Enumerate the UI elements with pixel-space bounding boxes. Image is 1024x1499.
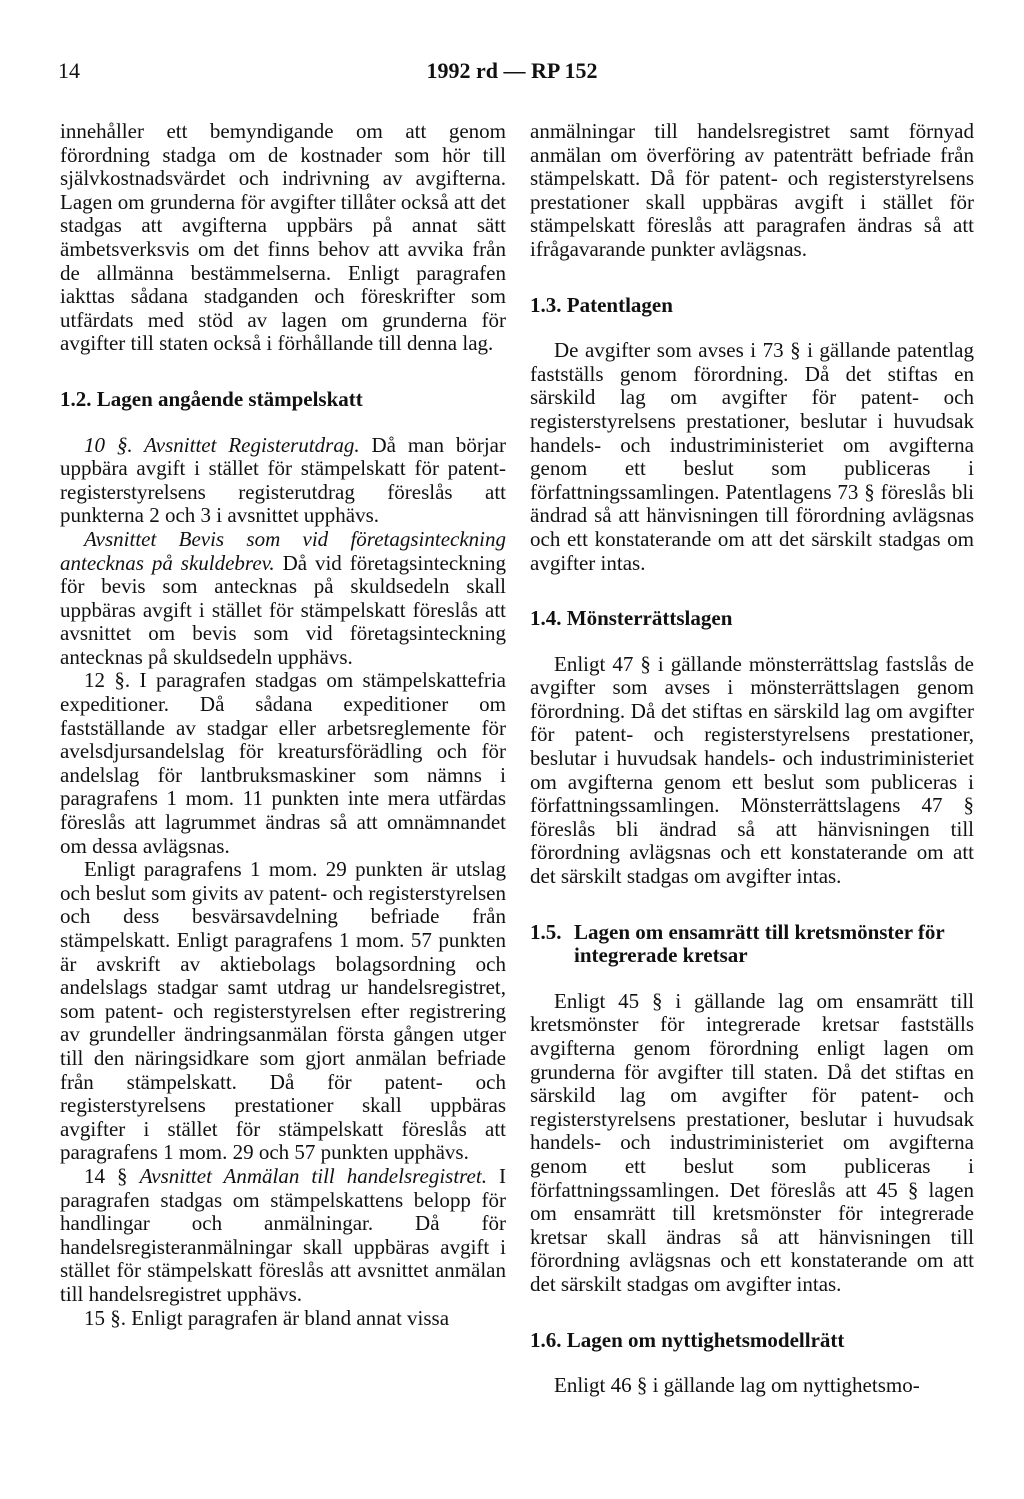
section-title: Lagen om ensamrätt till kretsmönster för integrerade kretsar [574, 919, 945, 968]
paragraph [60, 1165, 506, 1307]
paragraph: 12 §. I paragrafen stadgas om stämpelskattefria expeditioner. Då sådana expeditioner om fastställande av stadgar eller arbetsreglemente för avelsdjursandelslag för kreatursförädling och för andelslag för lantbruksmaskiner som nämns i paragrafens 1 mom. 11 punkten inte mera utfärdas föreslås att lagrummet ändras så att omnämnandet om dessa avlägsnas. [60, 668, 506, 858]
paragraph-lead: Avsnittet Bevis som vid företagsinteckning antecknas på skuldebrev. [60, 526, 506, 575]
paragraph-body: I paragrafen stadgas om stämpelskattens belopp för handlingar och anmälningar. Då för handelsregisteranmälningar skall uppbäras avgift i stället för stämpelskatt föreslås att avsnittet anmälan till handelsregistret upphävs. [60, 1163, 506, 1306]
paragraph: 15 §. Enligt paragrafen är bland annat vissa [84, 1305, 450, 1330]
paragraph [60, 434, 506, 528]
section-heading: 1.3. Patentlagen [530, 292, 673, 317]
paragraph-prefix: 14 § [84, 1163, 140, 1188]
paragraph-body: Då vid företagsinteckning för bevis som antecknas på skuldsedeln skall uppbäras avgift i stället för stämpelskatt föreslås att avsnittet om bevis som vid företagsinteckning antecknas på skuldsedeln upphävs. [60, 550, 507, 669]
left-column [60, 120, 506, 1330]
paragraph [60, 528, 506, 670]
paragraph: anmälningar till handelsregistret samt förnyad anmälan om överföring av patenträtt befriade från stämpelskatt. Då för patent- och registerstyrelsens prestationer skall uppbäras avgift i stället för stämpelskatt föreslås att paragrafen ändras så att ifrågavarande punkter avlägsnas. [530, 119, 974, 261]
section-heading: 1.6. Lagen om nyttighetsmodellrätt [530, 1327, 845, 1352]
paragraph: Enligt 47 § i gällande mönsterrättslag fastslås de avgifter som avses i mönsterrättslagen genom förordning. Då det stiftas en särskild lag om avgifter för patent- och registerstyrelsens prestationer, beslutar i huvudsak handels- och industriministeriet om avgifterna genom ett beslut som publiceras i författningssamlingen. Mönsterrättslagens 47 § föreslås bli ändrad så att hänvisningen till förordning avlägsnas och ett konstaterande om att det särskilt stadgas om avgifter intas. [530, 651, 974, 889]
page-number: 14 [58, 58, 80, 83]
section-heading: 1.2. Lagen angående stämpelskatt [60, 386, 363, 411]
paragraph: innehåller ett bemyndigande om att genom förordning stadga om de kostnader som hör till självkostnadsvärdet och indrivning av avgifterna. Lagen om grunderna för avgifter tillåter också att det stadgas att avgifterna uppbärs på annat sätt ämbetsverksvis om det finns behov att avvika från de allmänna bestämmelserna. Enligt paragrafen iakttas sådana stadganden och föreskrifter som utfärdats med stöd av lagen om grunderna för avgifter till staten också i förhållande till denna lag. [60, 119, 506, 356]
paragraph: De avgifter som avses i 73 § i gällande patentlag fastställs genom förordning. Då det stiftas en särskild lag om avgifter för patent- och registerstyrelsens prestationer, beslutar i huvudsak handels- och industriministeriet om avgifterna genom ett beslut som publiceras i författningssamlingen. Patentlagens 73 § föreslås bli ändrad så att hänvisningen till förordning avlägsnas och ett konstaterande om att det särskilt stadgas om avgifter intas. [530, 338, 974, 575]
paragraph: Enligt paragrafens 1 mom. 29 punkten är utslag och beslut som givits av patent- och registerstyrelsen och dess besvärsavdelning befriade från stämpelskatt. Enligt paragrafens 1 mom. 57 punkten är avskrift av aktiebolags bolagsordning och andelslags stadgar samt utdrag ur handelsregistret, som patent- och registerstyrelsen efter registrering av grundeller ändringsanmälan första gången utger till den näringsidkare som gjort anmälan befriade från stämpelskatt. Då för patent- och registerstyrelsens prestationer skall uppbäras avgifter i stället för stämpelskatt föreslås att paragrafens 1 mom. 29 och 57 punkten upphävs. [60, 857, 506, 1165]
paragraph: Enligt 45 § i gällande lag om ensamrätt till kretsmönster för integrerade kretsar fastställs avgifterna genom förordning enligt lagen om grunderna för avgifter till staten. Då det stiftas en särskild lag om avgifter för patent- och registerstyrelsens prestationer, beslutar i huvudsak handels- och industriministeriet om avgifterna genom ett beslut som publiceras i författningssamlingen. Det föreslås att 45 § lagen om ensamrätt till kretsmönster för integrerade kretsar skall ändras så att hänvisningen till förordning avlägsnas och ett konstaterande om att det särskilt stadgas om avgifter intas. [530, 988, 974, 1296]
right-column [530, 120, 974, 1398]
paragraph: Enligt 46 § i gällande lag om nyttighetsmo- [554, 1373, 920, 1398]
section-heading: 1.4. Mönsterrättslagen [530, 606, 733, 631]
section-heading [530, 921, 974, 968]
paragraph-lead: Avsnittet Anmälan till handelsregistret. [139, 1163, 487, 1188]
page-header [0, 58, 1024, 98]
section-number: 1.5. [530, 919, 562, 944]
paragraph-body: Då man börjar uppbära avgift i stället för stämpelskatt för patent- registerstyrelsens registerutdrag föreslås att punkterna 2 och 3 i avsnittet upphävs. [60, 432, 506, 528]
paragraph-lead: 10 §. Avsnittet Registerutdrag. [84, 432, 360, 457]
document-title: 1992 rd — RP 152 [426, 58, 598, 83]
